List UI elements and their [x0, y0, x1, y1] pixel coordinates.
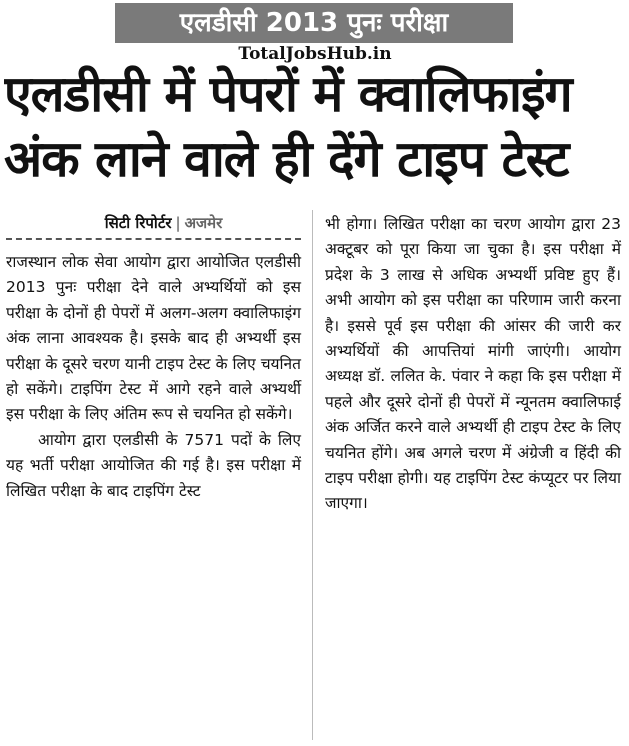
byline — [6, 212, 301, 234]
article-column-right — [325, 212, 621, 517]
dashed-divider — [6, 238, 301, 240]
watermark-text: TotalJobsHub.in — [238, 44, 392, 64]
article-paragraph-3: भी होगा। लिखित परीक्षा का चरण आयोग द्वारा 23 अक्टूबर को पूरा किया जा चुका है। इस परीक्षा में प्रदेश के 3 लाख से अधिक अभ्यर्थी प्रविष्ट हुए हैं। अभी आयोग को इस परीक्षा का परिणाम जारी करना है। इससे पूर्व इस परीक्षा की आंसर की जारी कर अभ्यर्थियों की आपत्तियां मांगी जाएंगी। आयोग अध्यक्ष डॉ. ललित के. पंवार ने कहा कि इस परीक्षा में पहले और दूसरे दोनों ही पेपरों में न्यूनतम क्वालिफाई अंक अर्जित करने वाले अभ्यर्थी ही टाइप टेस्ट के लिए चयनित होंगे। अब अगले चरण में अंग्रेजी व हिंदी की टाइप परीक्षा होगी। यह टाइपिंग टेस्ट कंप्यूटर पर लिया जाएगा। — [325, 215, 621, 513]
byline-separator: | — [175, 214, 181, 232]
article-paragraph-2: आयोग द्वारा एलडीसी के 7571 पदों के लिए यह भर्ती परीक्षा आयोजित की गई है। इस परीक्षा में लिखित परीक्षा के बाद टाइपिंग टेस्ट — [6, 430, 301, 500]
column-divider — [312, 210, 313, 740]
byline-reporter: सिटी रिपोर्टर — [104, 214, 172, 232]
article-column-left — [6, 212, 301, 504]
byline-place: अजमेर — [184, 214, 223, 232]
headline-line-1: एलडीसी में पेपरों में क्वालिफाइंग — [4, 65, 572, 123]
headline-line-2: अंक लाने वाले ही देंगे टाइप टेस्ट — [4, 130, 569, 188]
article-paragraph-1: राजस्थान लोक सेवा आयोग द्वारा आयोजित एलडीसी 2013 पुनः परीक्षा देने वाले अभ्यर्थियों को इस परीक्षा के दोनों ही पेपरों में अलग-अलग क्वालिफाइंग अंक लाना आवश्यक है। इसके बाद ही अभ्यर्थी इस परीक्षा के दूसरे चरण यानी टाइप टेस्ट के लिए चयनित हो सकेंगे। टाइपिंग टेस्ट में आगे रहने वाले अभ्यर्थी इस परीक्षा के लिए अंतिम रूप से चयनित हो सकेंगे। — [6, 253, 301, 424]
headline — [4, 62, 626, 192]
section-kicker: एलडीसी 2013 पुनः परीक्षा — [115, 3, 513, 43]
